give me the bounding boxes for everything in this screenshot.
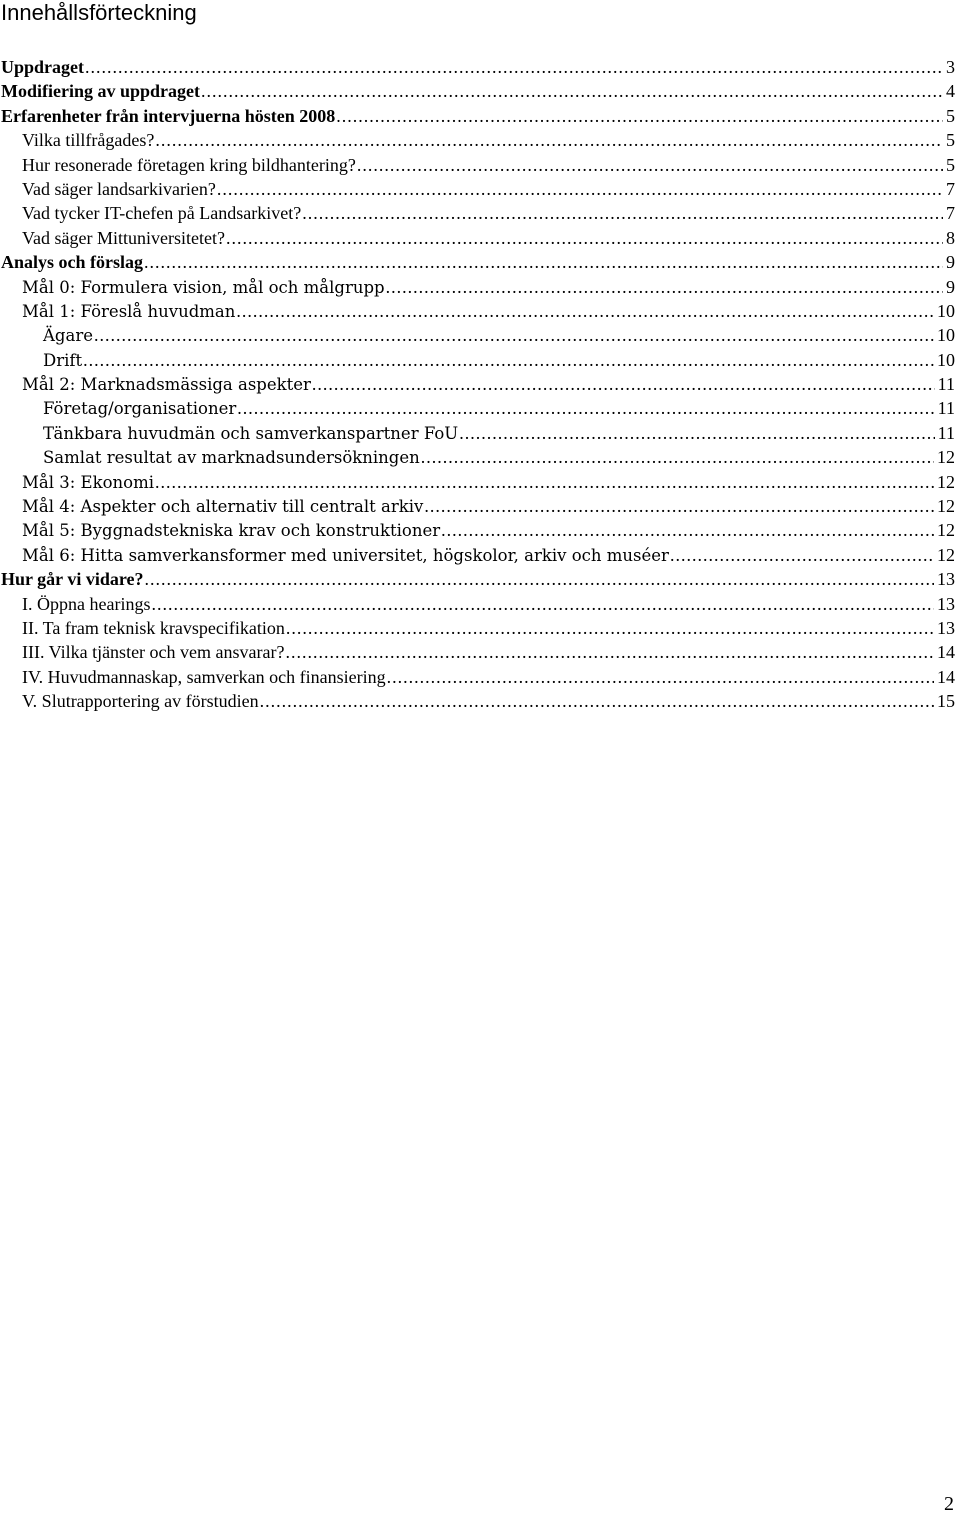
toc-entry[interactable] (0, 202, 955, 226)
toc-entry-label: Mål 0: Formulera vision, mål och målgrupp (22, 277, 385, 297)
toc-entry-label: Erfarenheter från intervjuerna hösten 2008 (1, 105, 336, 126)
toc-dot-leader (386, 276, 943, 298)
toc-entry-page: 12 (937, 471, 955, 492)
toc-entry-label: Mål 6: Hitta samverkansformer med universitet, högskolor, arkiv och muséer (22, 545, 669, 565)
toc-entry[interactable] (0, 666, 955, 690)
toc-entry-page: 7 (946, 203, 955, 224)
toc-entry[interactable] (0, 154, 955, 178)
toc-dot-leader (285, 641, 934, 663)
toc-dot-leader (312, 373, 935, 395)
toc-entry[interactable] (0, 251, 955, 275)
toc-entry[interactable] (0, 593, 955, 617)
toc-entry-page: 10 (937, 349, 955, 370)
toc-entry[interactable] (0, 422, 955, 446)
toc-entry-label: Vilka tillfrågades? (22, 130, 155, 151)
toc-entry-label: Hur resonerade företagen kring bildhantering? (22, 154, 356, 175)
toc-entry[interactable] (0, 471, 955, 495)
toc-dot-leader (155, 471, 934, 493)
toc-entry-label: Mål 1: Föreslå huvudman (22, 301, 236, 321)
toc-entry-label: Mål 3: Ekonomi (22, 472, 155, 492)
page-number: 2 (944, 1493, 954, 1515)
toc-entry-page: 11 (937, 374, 955, 395)
toc-dot-leader (357, 154, 943, 176)
toc-entry-label: Mål 2: Marknadsmässiga aspekter (22, 375, 311, 395)
toc-dot-leader (670, 544, 934, 566)
toc-entry-label: Hur går vi vidare? (1, 569, 144, 590)
toc-entry[interactable] (0, 495, 955, 519)
toc-entry[interactable] (0, 56, 955, 80)
toc-entry-label: Drift (43, 350, 83, 370)
toc-entry-page: 5 (946, 105, 955, 126)
toc-entry[interactable] (0, 544, 955, 568)
toc-entry-label: Företag/organisationer (43, 399, 237, 419)
toc-entry-page: 14 (937, 642, 955, 663)
toc-dot-leader (94, 324, 934, 346)
toc-entry-label: Mål 5: Byggnadstekniska krav och konstruktioner (22, 521, 441, 541)
toc-entry[interactable] (0, 690, 955, 714)
toc-entry[interactable] (0, 617, 955, 641)
toc-entry-label: I. Öppna hearings (22, 593, 151, 614)
toc-dot-leader (237, 397, 934, 419)
toc-entry[interactable] (0, 276, 955, 300)
toc-entry[interactable] (0, 129, 955, 153)
toc-dot-leader (302, 202, 943, 224)
toc-entry[interactable] (0, 568, 955, 592)
toc-entry-label: Modifiering av uppdraget (1, 81, 201, 102)
toc-entry-page: 9 (946, 252, 955, 273)
toc-entry-page: 5 (946, 154, 955, 175)
toc-dot-leader (145, 568, 934, 590)
toc-entry[interactable] (0, 178, 955, 202)
toc-entry-page: 13 (937, 569, 955, 590)
toc-entry[interactable] (0, 373, 955, 397)
toc-entry-page: 3 (946, 57, 955, 77)
toc-entry[interactable] (0, 300, 955, 324)
toc-entry[interactable] (0, 227, 955, 251)
toc-entry-page: 10 (937, 325, 955, 346)
toc-entry[interactable] (0, 641, 955, 665)
toc-entry-label: Mål 4: Aspekter och alternativ till centralt arkiv (22, 497, 424, 517)
toc-dot-leader (459, 422, 934, 444)
toc-dot-leader (85, 56, 943, 78)
toc-dot-leader (217, 178, 943, 200)
toc-entry-page: 13 (937, 617, 955, 638)
toc-entry-label: Samlat resultat av marknadsundersökningen (43, 448, 420, 468)
toc-entry-label: Vad tycker IT-chefen på Landsarkivet? (22, 203, 302, 224)
toc-dot-leader (387, 666, 934, 688)
toc-entry[interactable] (0, 519, 955, 543)
toc-dot-leader (421, 446, 934, 468)
toc-entry[interactable] (0, 80, 955, 104)
toc-entry-page: 7 (946, 178, 955, 199)
toc-entry-label: Vad säger Mittuniversitetet? (22, 227, 225, 248)
toc-entry-page: 13 (937, 593, 955, 614)
toc-entry-label: Tänkbara huvudmän och samverkanspartner FoU (43, 423, 459, 443)
toc-entry-page: 14 (937, 666, 955, 687)
toc-entry-page: 4 (946, 81, 955, 102)
toc-entry-page: 11 (937, 398, 955, 419)
toc-entry-label: Ägare (43, 326, 93, 346)
toc-dot-leader (236, 300, 934, 322)
toc-entry-label: III. Vilka tjänster och vem ansvarar? (22, 642, 285, 663)
toc-entry-page: 10 (937, 300, 955, 321)
toc-dot-leader (144, 251, 943, 273)
toc-entry[interactable] (0, 397, 955, 421)
toc-entry-page: 12 (937, 520, 955, 541)
toc-dot-leader (336, 105, 943, 127)
toc-dot-leader (226, 227, 943, 249)
toc-entry[interactable] (0, 349, 955, 373)
toc-entry-label: II. Ta fram teknisk kravspecifikation (22, 617, 285, 638)
toc-dot-leader (424, 495, 934, 517)
toc-dot-leader (83, 349, 934, 371)
document-title: Innehållsförteckning (1, 0, 197, 25)
toc-entry-page: 15 (937, 691, 955, 712)
toc-entry-label: Uppdraget (1, 57, 85, 77)
toc-dot-leader (151, 593, 934, 615)
toc-entry[interactable] (0, 446, 955, 470)
toc-entry-label: Vad säger landsarkivarien? (22, 178, 216, 199)
toc-dot-leader (441, 519, 934, 541)
toc-dot-leader (201, 80, 943, 102)
toc-entry-label: V. Slutrapportering av förstudien (22, 691, 259, 712)
toc-entry-page: 12 (937, 447, 955, 468)
toc-entry-label: Analys och förslag (1, 252, 144, 273)
toc-entry-page: 5 (946, 130, 955, 151)
table-of-contents (0, 56, 955, 715)
toc-dot-leader (155, 129, 943, 151)
toc-entry[interactable] (0, 105, 955, 129)
toc-entry-page: 11 (937, 422, 955, 443)
toc-dot-leader (260, 690, 934, 712)
toc-entry-label: IV. Huvudmannaskap, samverkan och finansiering (22, 666, 386, 687)
toc-entry[interactable] (0, 324, 955, 348)
toc-entry-page: 12 (937, 544, 955, 565)
toc-dot-leader (286, 617, 934, 639)
toc-entry-page: 12 (937, 496, 955, 517)
toc-entry-page: 9 (946, 276, 955, 297)
toc-entry-page: 8 (946, 227, 955, 248)
